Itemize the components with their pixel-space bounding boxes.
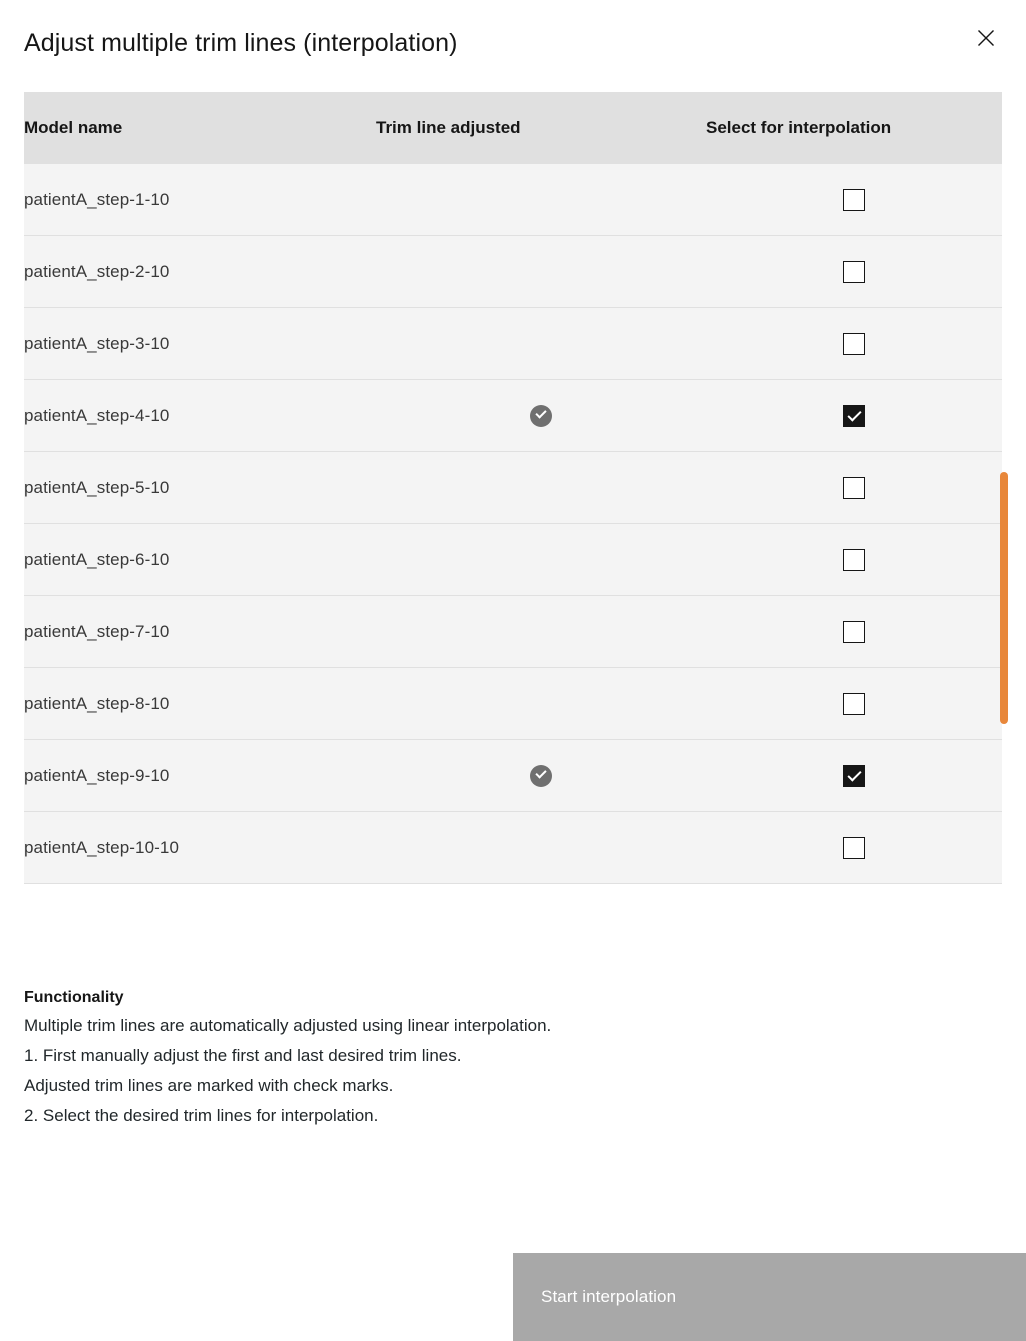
table-head [24, 92, 1002, 164]
close-icon[interactable] [962, 14, 1010, 62]
select-for-interpolation-cell [706, 596, 1002, 668]
column-header-trim-line-adjusted: Trim line adjusted [376, 92, 706, 164]
table-row [24, 308, 1002, 380]
table-scrollbar[interactable] [1000, 472, 1008, 724]
interpolation-checkbox[interactable] [843, 621, 865, 643]
table-row [24, 380, 1002, 452]
trim-line-adjusted-cell [376, 596, 706, 668]
select-for-interpolation-cell [706, 380, 1002, 452]
table-row [24, 740, 1002, 812]
model-name-cell: patientA_step-2-10 [24, 236, 376, 308]
column-header-model-name: Model name [24, 92, 376, 164]
table-body [24, 164, 1002, 884]
interpolation-checkbox[interactable] [843, 261, 865, 283]
model-name-cell: patientA_step-3-10 [24, 308, 376, 380]
functionality-lines [24, 1011, 964, 1131]
interpolation-checkbox[interactable] [843, 477, 865, 499]
select-for-interpolation-cell [706, 740, 1002, 812]
model-name-cell: patientA_step-1-10 [24, 164, 376, 236]
select-for-interpolation-cell [706, 812, 1002, 884]
functionality-line: 2. Select the desired trim lines for interpolation. [24, 1106, 379, 1125]
trim-line-adjusted-cell [376, 308, 706, 380]
table-scrollbar-thumb[interactable] [1000, 472, 1008, 724]
interpolation-checkbox[interactable] [843, 549, 865, 571]
dialog-header [0, 0, 1026, 92]
functionality-line: Multiple trim lines are automatically adjusted using linear interpolation. [24, 1016, 552, 1035]
trim-line-adjusted-cell [376, 668, 706, 740]
model-table-wrap [24, 92, 1002, 884]
trim-line-adjusted-cell [376, 812, 706, 884]
trim-line-adjusted-cell [376, 236, 706, 308]
select-for-interpolation-cell [706, 236, 1002, 308]
table-row [24, 236, 1002, 308]
select-for-interpolation-cell [706, 524, 1002, 596]
model-name-cell: patientA_step-6-10 [24, 524, 376, 596]
table-header-row [24, 92, 1002, 164]
interpolation-checkbox[interactable] [843, 189, 865, 211]
model-name-cell: patientA_step-9-10 [24, 740, 376, 812]
trim-line-adjusted-cell [376, 740, 706, 812]
select-for-interpolation-cell [706, 668, 1002, 740]
interpolation-checkbox[interactable] [843, 405, 865, 427]
close-glyph [977, 29, 995, 47]
table-row [24, 812, 1002, 884]
functionality-section [24, 985, 964, 1131]
model-name-cell: patientA_step-7-10 [24, 596, 376, 668]
interpolation-checkbox[interactable] [843, 765, 865, 787]
functionality-line: Adjusted trim lines are marked with check marks. [24, 1076, 394, 1095]
select-for-interpolation-cell [706, 452, 1002, 524]
model-name-cell: patientA_step-8-10 [24, 668, 376, 740]
model-name-cell: patientA_step-5-10 [24, 452, 376, 524]
select-for-interpolation-cell [706, 164, 1002, 236]
model-table [24, 92, 1002, 884]
model-name-cell: patientA_step-4-10 [24, 380, 376, 452]
table-row [24, 668, 1002, 740]
functionality-line: 1. First manually adjust the first and last desired trim lines. [24, 1046, 462, 1065]
table-row [24, 164, 1002, 236]
interpolation-checkbox[interactable] [843, 333, 865, 355]
start-interpolation-button[interactable]: Start interpolation [513, 1253, 1026, 1341]
interpolation-checkbox[interactable] [843, 693, 865, 715]
trim-line-adjusted-cell [376, 164, 706, 236]
model-name-cell: patientA_step-10-10 [24, 812, 376, 884]
check-circle-icon [530, 405, 552, 427]
table-row [24, 596, 1002, 668]
page-title: Adjust multiple trim lines (interpolation) [24, 29, 458, 57]
table-row [24, 452, 1002, 524]
table-row [24, 524, 1002, 596]
trim-line-adjusted-cell [376, 380, 706, 452]
functionality-title: Functionality [24, 989, 124, 1006]
trim-line-adjusted-cell [376, 452, 706, 524]
interpolation-checkbox[interactable] [843, 837, 865, 859]
column-header-select-for-interpolation: Select for interpolation [706, 92, 1002, 164]
trim-line-adjusted-cell [376, 524, 706, 596]
dialog-footer [0, 1253, 1026, 1341]
select-for-interpolation-cell [706, 308, 1002, 380]
check-circle-icon [530, 765, 552, 787]
